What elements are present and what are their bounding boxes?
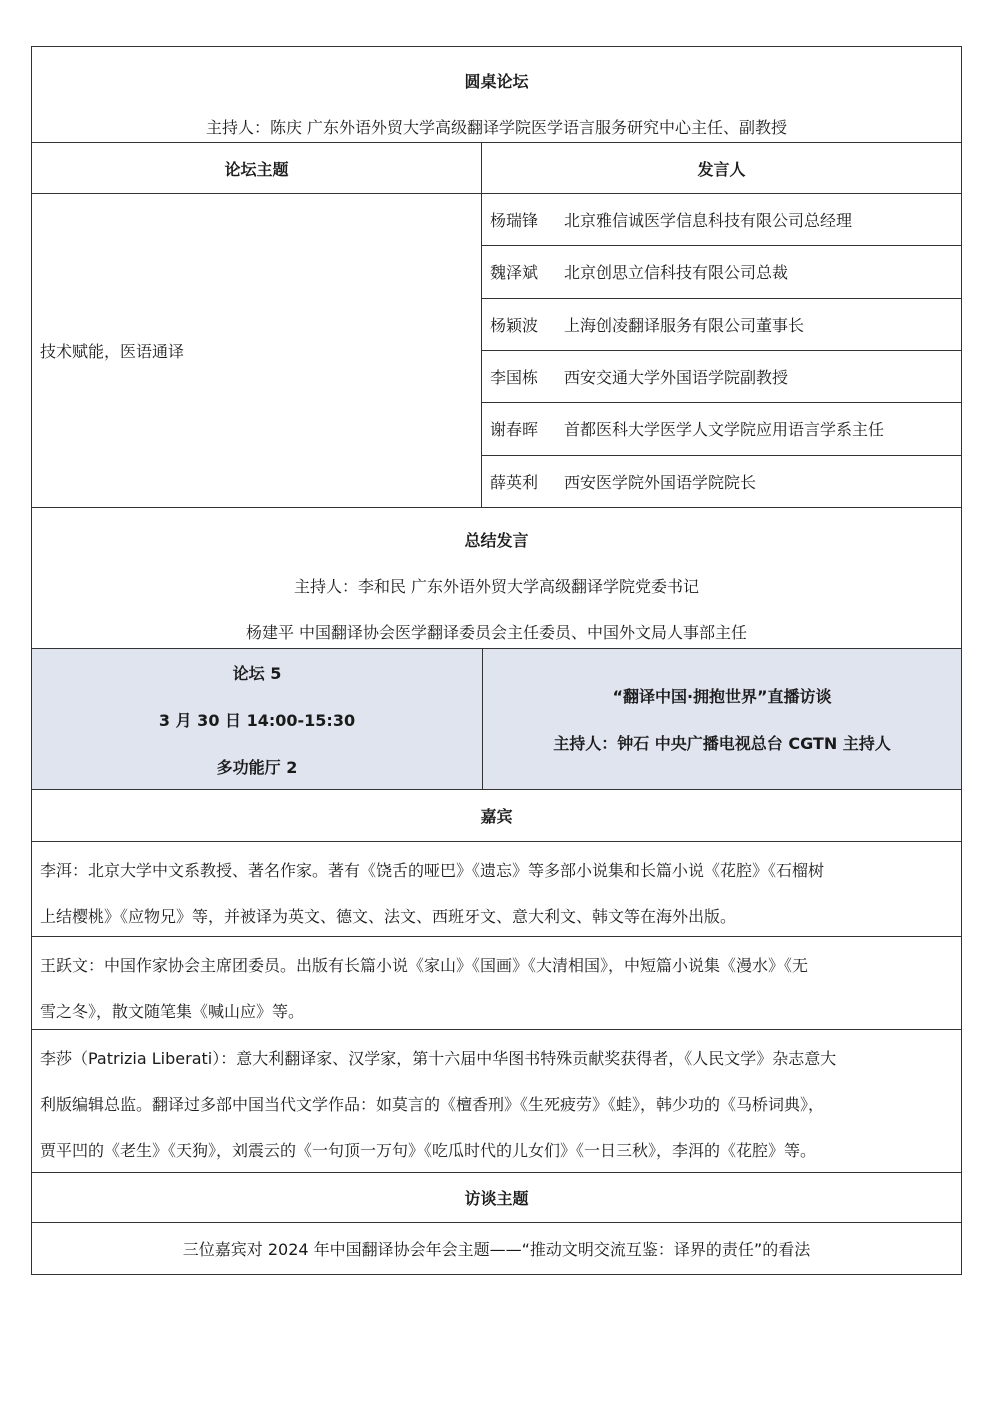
speaker-row (482, 194, 961, 246)
guest-bio-line: 李洱：北京大学中文系教授、著名作家。著有《饶舌的哑巴》《遗忘》等多部小说集和长篇小说《花腔》《石榴树 (40, 861, 825, 880)
summary-title: 总结发言 (464, 531, 529, 550)
speaker-title: 上海创凌翻译服务有限公司董事长 (564, 315, 805, 335)
speaker-row (482, 403, 961, 455)
forum5-title: “翻译中国·拥抱世界”直播访谈 (612, 687, 832, 706)
roundtable-body (31, 194, 962, 508)
summary-host: 主持人：李和民 广东外语外贸大学高级翻译学院党委书记 (293, 577, 700, 596)
speaker-name: 杨瑞锋 (490, 211, 539, 231)
guest-entry (31, 1030, 962, 1173)
speaker-title: 首都医科大学医学人文学院应用语言学系主任 (564, 420, 885, 440)
roundtable-header (31, 46, 962, 143)
speaker-name: 谢春晖 (490, 420, 539, 440)
speaker-title: 北京雅信诚医学信息科技有限公司总经理 (564, 211, 853, 231)
guest-entry (31, 937, 962, 1030)
speaker-title: 西安交通大学外国语学院副教授 (564, 368, 789, 388)
speaker-title: 西安医学院外国语学院院长 (564, 472, 757, 492)
guest-bio-line: 上结樱桃》《应物兄》等，并被译为英文、德文、法文、西班牙文、意大利文、韩文等在海外出版。 (40, 907, 737, 926)
roundtable-host: 主持人：陈庆 广东外语外贸大学高级翻译学院医学语言服务研究中心主任、副教授 (205, 118, 788, 137)
summary-section (31, 508, 962, 649)
column-header-topic: 论坛主题 (32, 143, 482, 193)
guests-title: 嘉宾 (31, 790, 962, 842)
speaker-row (482, 246, 961, 298)
speaker-name: 杨颖波 (490, 315, 539, 335)
program-table (31, 46, 962, 1275)
guest-bio-line: 王跃文：中国作家协会主席团委员。出版有长篇小说《家山》《国画》《大清相国》，中短篇小说集《漫水》《无 (40, 956, 809, 975)
forum5-host: 主持人：钟石 中央广播电视总台 CGTN 主持人 (553, 734, 891, 753)
speaker-row (482, 351, 961, 403)
column-header-speaker: 发言人 (697, 159, 746, 179)
roundtable-column-headers (31, 143, 962, 194)
speaker-row (482, 456, 961, 507)
guest-bio-line: 李莎（Patrizia Liberati）：意大利翻译家、汉学家，第十六届中华图书特殊贡献奖获得者，《人民文学》杂志意大 (40, 1049, 837, 1068)
guest-entry (31, 842, 962, 937)
speaker-list (482, 194, 961, 507)
speaker-name: 魏泽斌 (490, 263, 539, 283)
interview-topic: 三位嘉宾对 2024 年中国翻译协会年会主题——“推动文明交流互鉴：译界的责任”的看法 (31, 1223, 962, 1275)
speaker-name: 李国栋 (490, 368, 539, 388)
guest-bio-line: 雪之冬》，散文随笔集《喊山应》等。 (40, 1002, 305, 1021)
forum5-info (32, 649, 483, 789)
interview-title: 访谈主题 (31, 1173, 962, 1223)
guest-bio-line: 利版编辑总监。翻译过多部中国当代文学作品：如莫言的《檀香刑》《生死疲劳》《蛙》，韩少功的《马桥词典》， (40, 1095, 825, 1114)
forum5-time: 3 月 30 日 14:00-15:30 (158, 710, 356, 730)
guest-bio-line: 贾平凹的《老生》《天狗》，刘震云的《一句顶一万句》《吃瓜时代的儿女们》《一日三秋》，李洱的《花腔》等。 (40, 1141, 817, 1160)
speaker-name: 薛英利 (490, 472, 539, 492)
summary-speaker: 杨建平 中国翻译协会医学翻译委员会主任委员、中国外文局人事部主任 (245, 623, 748, 642)
forum-topic: 技术赋能，医语通译 (32, 194, 482, 507)
forum5-section (31, 649, 962, 790)
roundtable-title: 圆桌论坛 (464, 72, 529, 91)
forum5-venue: 多功能厅 2 (216, 757, 298, 777)
forum5-details (483, 649, 961, 789)
speaker-row (482, 299, 961, 351)
forum5-name: 论坛 5 (232, 663, 282, 683)
speaker-title: 北京创思立信科技有限公司总裁 (564, 263, 789, 283)
